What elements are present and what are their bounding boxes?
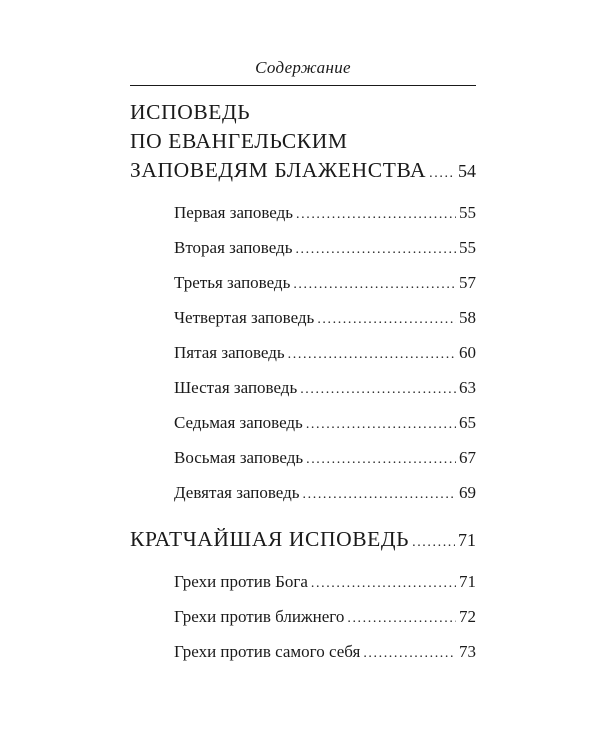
entry-label: Восьмая заповедь (174, 448, 304, 467)
entry-label: Грехи против Бога (174, 572, 308, 591)
entry-label: Грехи против ближнего (174, 607, 345, 626)
dot-leader (293, 267, 456, 302)
section-title-line: ИСПОВЕДЬ (130, 100, 251, 124)
entry-label: Седьмая заповедь (174, 413, 303, 432)
page-number: 55 (459, 238, 476, 257)
toc-entry[interactable] (174, 440, 476, 475)
toc-section-entry[interactable] (130, 156, 476, 188)
section-title-line: ЗАПОВЕДЯМ БЛАЖЕНСТВА (130, 158, 427, 182)
dot-leader (347, 601, 456, 636)
page-number: 60 (459, 343, 476, 362)
toc-section-entry[interactable] (130, 525, 476, 557)
toc-section-1 (130, 98, 476, 510)
toc-section-2 (130, 525, 476, 669)
toc-entry[interactable] (174, 335, 476, 370)
toc-entry[interactable] (174, 599, 476, 634)
toc-subentries (130, 195, 476, 510)
dot-leader (412, 528, 455, 557)
section-title-line: ПО ЕВАНГЕЛЬСКИМ (130, 129, 348, 153)
entry-label: Первая заповедь (174, 203, 294, 222)
entry-label: Четвертая заповедь (174, 308, 315, 327)
toc-entry[interactable] (174, 475, 476, 510)
toc-entry[interactable] (174, 230, 476, 265)
toc-entry[interactable] (174, 634, 476, 669)
dot-leader (300, 372, 456, 407)
toc-subentries (130, 564, 476, 669)
table-of-contents (130, 98, 476, 669)
dot-leader (288, 337, 456, 372)
header-rule (130, 85, 476, 86)
toc-entry[interactable] (174, 370, 476, 405)
page-number: 57 (459, 273, 476, 292)
page-number: 67 (459, 448, 476, 467)
page-number: 54 (458, 161, 476, 181)
dot-leader (311, 566, 456, 601)
section-title-line: КРАТЧАЙШАЯ ИСПОВЕДЬ (130, 527, 410, 551)
page-number: 69 (459, 483, 476, 502)
page-number: 73 (459, 642, 476, 661)
page-number: 55 (459, 203, 476, 222)
entry-label: Пятая заповедь (174, 343, 285, 362)
toc-entry[interactable] (174, 195, 476, 230)
toc-entry[interactable] (174, 564, 476, 599)
toc-entry[interactable] (174, 405, 476, 440)
toc-entry[interactable] (174, 300, 476, 335)
dot-leader (306, 407, 456, 442)
page-number: 71 (458, 530, 476, 550)
page-number: 63 (459, 378, 476, 397)
toc-entry[interactable] (174, 265, 476, 300)
page-number: 58 (459, 308, 476, 327)
dot-leader (296, 197, 456, 232)
dot-leader (303, 477, 456, 512)
entry-label: Вторая заповедь (174, 238, 293, 257)
dot-leader (317, 302, 456, 337)
page-number: 71 (459, 572, 476, 591)
running-head: Содержание (255, 58, 351, 77)
entry-label: Девятая заповедь (174, 483, 300, 502)
dot-leader (429, 159, 455, 188)
entry-label: Грехи против самого себя (174, 642, 361, 661)
dot-leader (295, 232, 456, 267)
entry-label: Третья заповедь (174, 273, 291, 292)
page-number: 65 (459, 413, 476, 432)
dot-leader (306, 442, 456, 477)
page-number: 72 (459, 607, 476, 626)
entry-label: Шестая заповедь (174, 378, 298, 397)
dot-leader (363, 636, 456, 671)
